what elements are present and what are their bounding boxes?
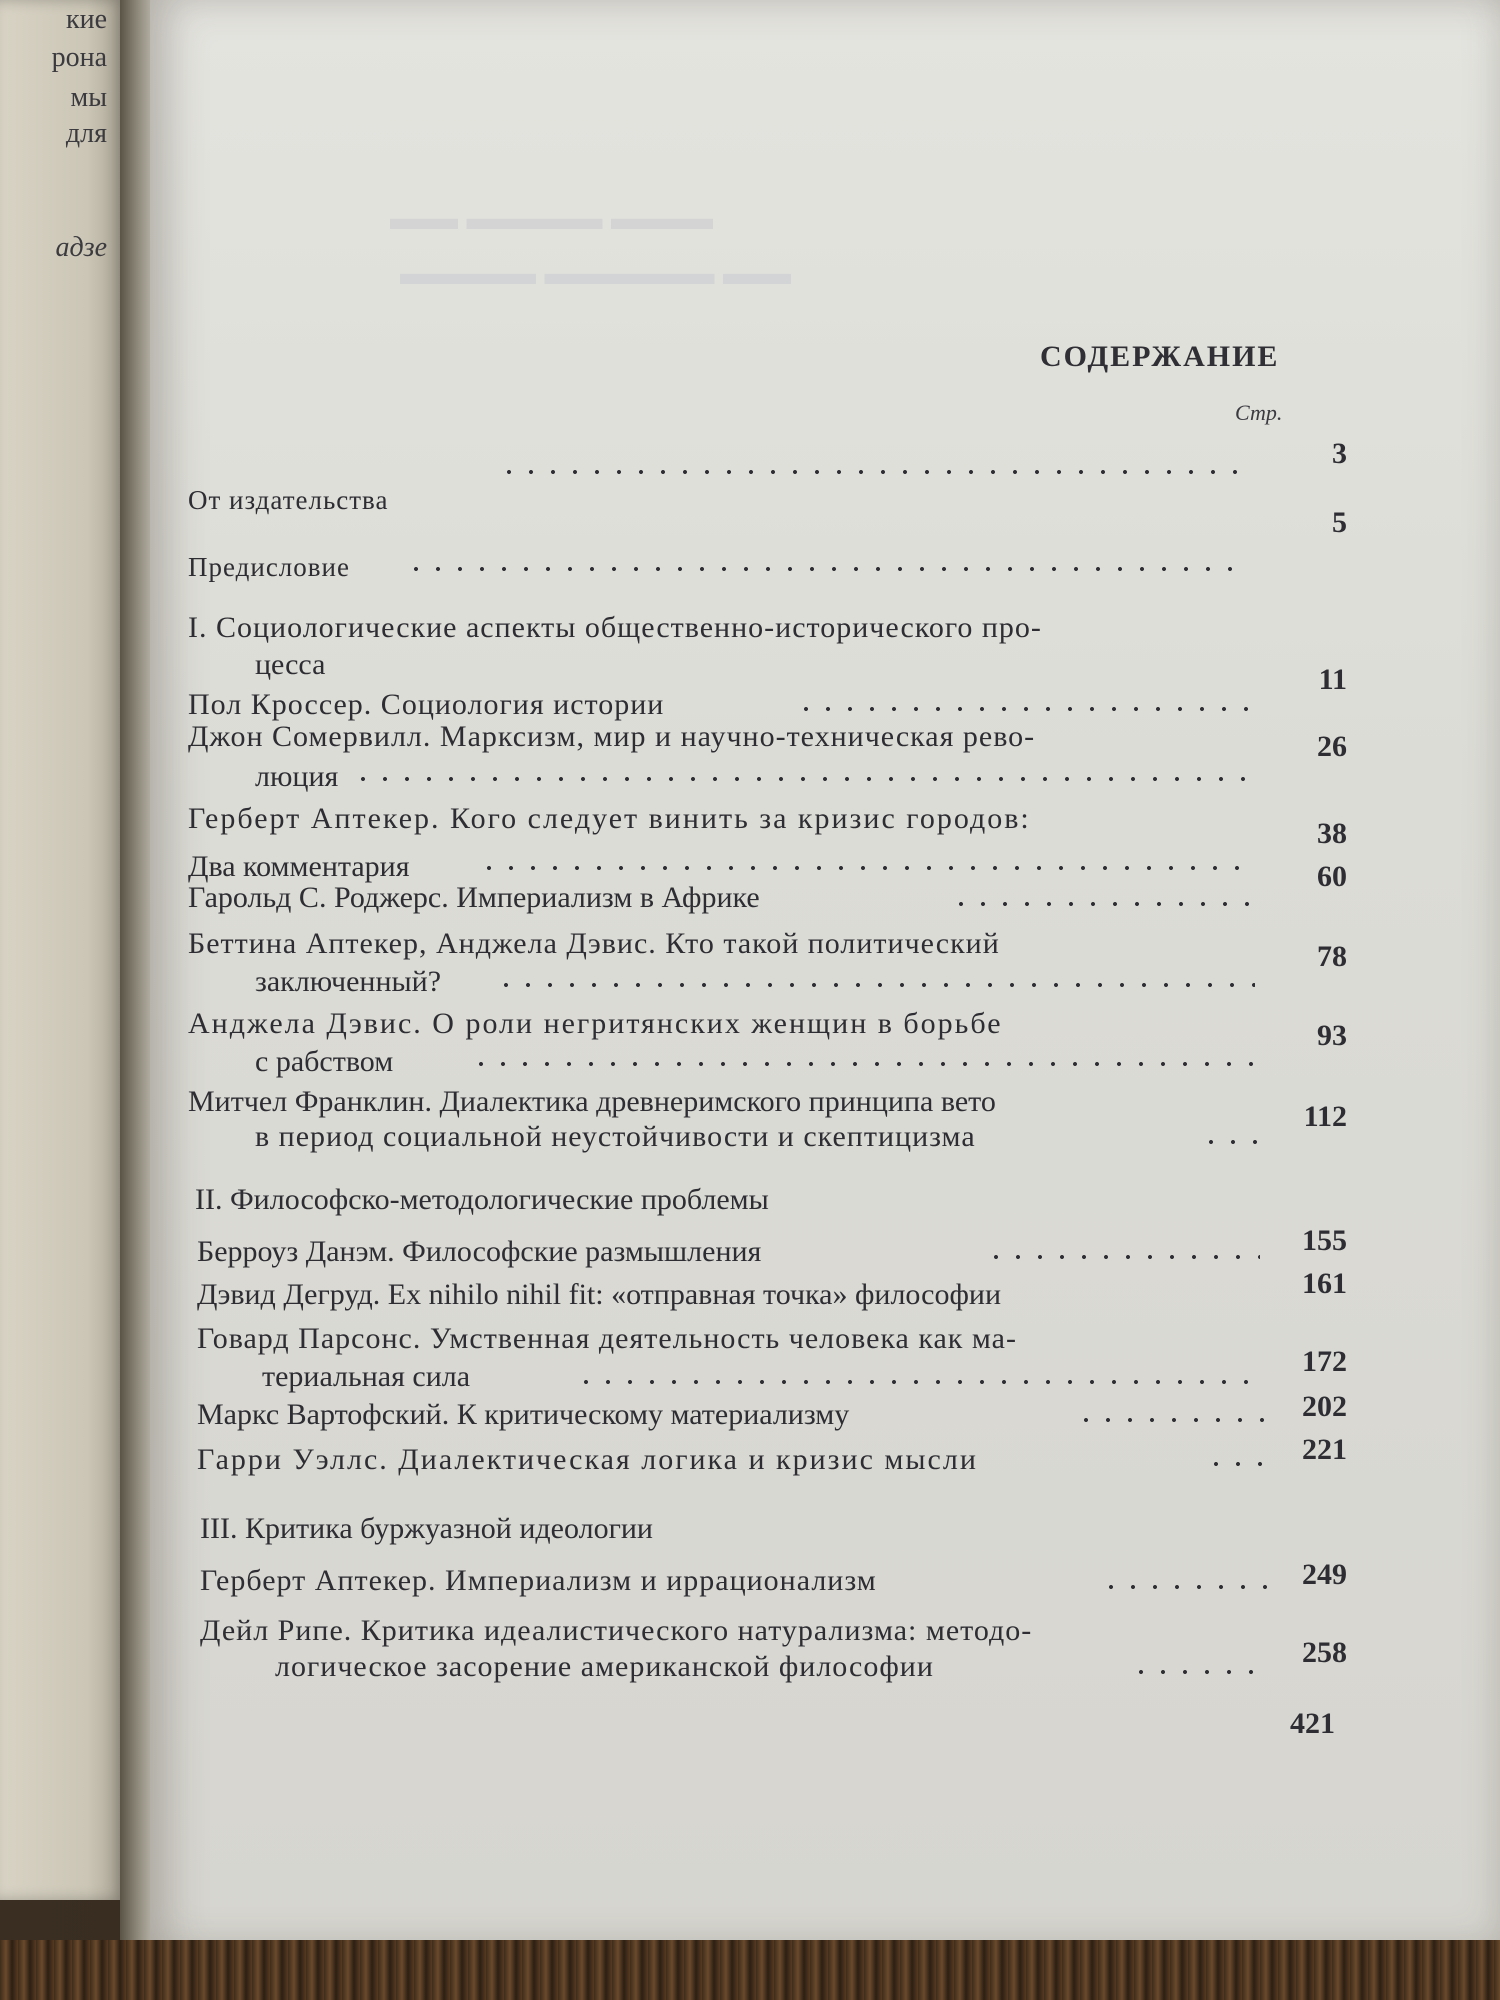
- toc-entry-page: 26: [1317, 730, 1347, 763]
- section-title-line2: цесса: [255, 648, 326, 681]
- toc-entry-title-line2: в период социальной неустойчивости и скептицизма: [255, 1120, 976, 1153]
- toc-entry-page: 60: [1317, 860, 1347, 893]
- toc-entry-title-line1: Дейл Рипе. Критика идеалистического натурализма: методо-: [200, 1614, 1033, 1647]
- toc-entry-title: Пол Кроссер. Социология истории: [188, 688, 665, 721]
- section-title: II. Философско-методологические проблемы: [195, 1183, 769, 1216]
- left-page-fragment: мы: [70, 82, 107, 113]
- toc-entry-page: 258: [1302, 1636, 1347, 1669]
- toc-entry-title-line2: с рабством: [255, 1045, 394, 1078]
- toc-entry-page: 161: [1302, 1267, 1347, 1300]
- left-page-fragment: для: [65, 118, 107, 149]
- show-through-text: ▬▬ ▬▬▬▬ ▬▬▬: [390, 200, 713, 237]
- toc-entry-page: 3: [1332, 437, 1347, 470]
- toc-entry-title-line1: Анджела Дэвис. О роли негритянских женщин в борьбе: [188, 1007, 1003, 1040]
- left-page-fragment: кие: [65, 4, 107, 35]
- leader-dots: [1100, 1585, 1270, 1589]
- toc-entry-title-line2: люция: [255, 760, 339, 793]
- toc-entry-title-line1: Беттина Аптекер, Анджела Дэвис. Кто такой политический: [188, 927, 1000, 960]
- leader-dots: [1075, 1418, 1265, 1422]
- leader-dots: [495, 983, 1255, 987]
- toc-entry-page: 202: [1302, 1390, 1347, 1423]
- section-title-line1: I. Социологические аспекты общественно-исторического про-: [188, 611, 1042, 644]
- leader-dots: [985, 1255, 1260, 1259]
- toc-entry-page: 172: [1302, 1345, 1347, 1378]
- toc-entry-title: Гарри Уэллс. Диалектическая логика и кризис мысли: [197, 1443, 978, 1476]
- toc-entry-title-line1: Джон Сомервилл. Марксизм, мир и научно-техническая рево-: [188, 720, 1036, 753]
- toc-entry-title-line2: териальная сила: [262, 1360, 471, 1393]
- leader-dots: [405, 567, 1250, 571]
- leader-dots: [498, 470, 1248, 474]
- toc-entry-title-line1: Говард Парсонс. Умственная деятельность человека как ма-: [197, 1322, 1017, 1355]
- left-page-fragment: адзе: [55, 232, 107, 263]
- leader-dots: [1130, 1670, 1270, 1674]
- toc-entry-page: 112: [1303, 1100, 1347, 1133]
- toc-entry-page: 221: [1302, 1433, 1347, 1466]
- toc-entry-page: 93: [1317, 1019, 1347, 1052]
- toc-entry-title: Берроуз Данэм. Философские размышления: [197, 1235, 762, 1268]
- toc-entry-title: Маркс Вартофский. К критическому материализму: [197, 1398, 850, 1431]
- tablecloth-edge: [0, 1940, 1500, 2000]
- toc-entry-page: 5: [1332, 506, 1347, 539]
- toc-entry-page: 249: [1302, 1558, 1347, 1591]
- toc-entry-title-line2: Два комментария: [188, 850, 410, 883]
- toc-entry-title-line1: Митчел Франклин. Диалектика древнеримского принципа вето: [188, 1085, 996, 1118]
- toc-entry-title-line1: Герберт Аптекер. Кого следует винить за кризис городов:: [188, 802, 1031, 835]
- leader-dots: [795, 707, 1255, 711]
- page-column-label: Стр.: [1235, 400, 1283, 425]
- toc-entry-title: Гарольд С. Роджерс. Империализм в Африке: [188, 881, 760, 914]
- show-through-text: ▬▬▬▬ ▬▬▬▬▬ ▬▬: [400, 255, 791, 292]
- toc-entry-page: 78: [1317, 940, 1347, 973]
- leader-dots: [478, 866, 1256, 870]
- leader-dots: [950, 902, 1250, 906]
- leader-dots: [575, 1380, 1265, 1384]
- toc-entry-title: Дэвид Дегруд. Ex nihilo nihil fit: «отправная точка» философии: [197, 1278, 1002, 1311]
- leader-dots: [1200, 1140, 1260, 1144]
- previous-page-edge: [0, 0, 125, 1900]
- leader-dots: [470, 1062, 1258, 1066]
- section-title: III. Критика буржуазной идеологии: [200, 1512, 653, 1545]
- left-page-fragment: рона: [51, 42, 107, 73]
- toc-entry-title-line2: заключенный?: [255, 965, 442, 998]
- toc-entry-page: 155: [1302, 1224, 1347, 1257]
- toc-entry-title-line2: логическое засорение американской философии: [275, 1650, 934, 1683]
- toc-entry-title: От издательства: [188, 485, 389, 515]
- leader-dots: [352, 777, 1252, 781]
- page-number: 421: [1290, 1707, 1335, 1740]
- toc-heading: СОДЕРЖАНИЕ: [1040, 340, 1280, 373]
- toc-entry-page: 38: [1317, 817, 1347, 850]
- toc-entry-page: 11: [1318, 663, 1347, 696]
- toc-entry-title: Герберт Аптекер. Империализм и иррационализм: [200, 1564, 877, 1597]
- toc-entry-title: Предисловие: [188, 552, 350, 582]
- leader-dots: [1205, 1462, 1265, 1466]
